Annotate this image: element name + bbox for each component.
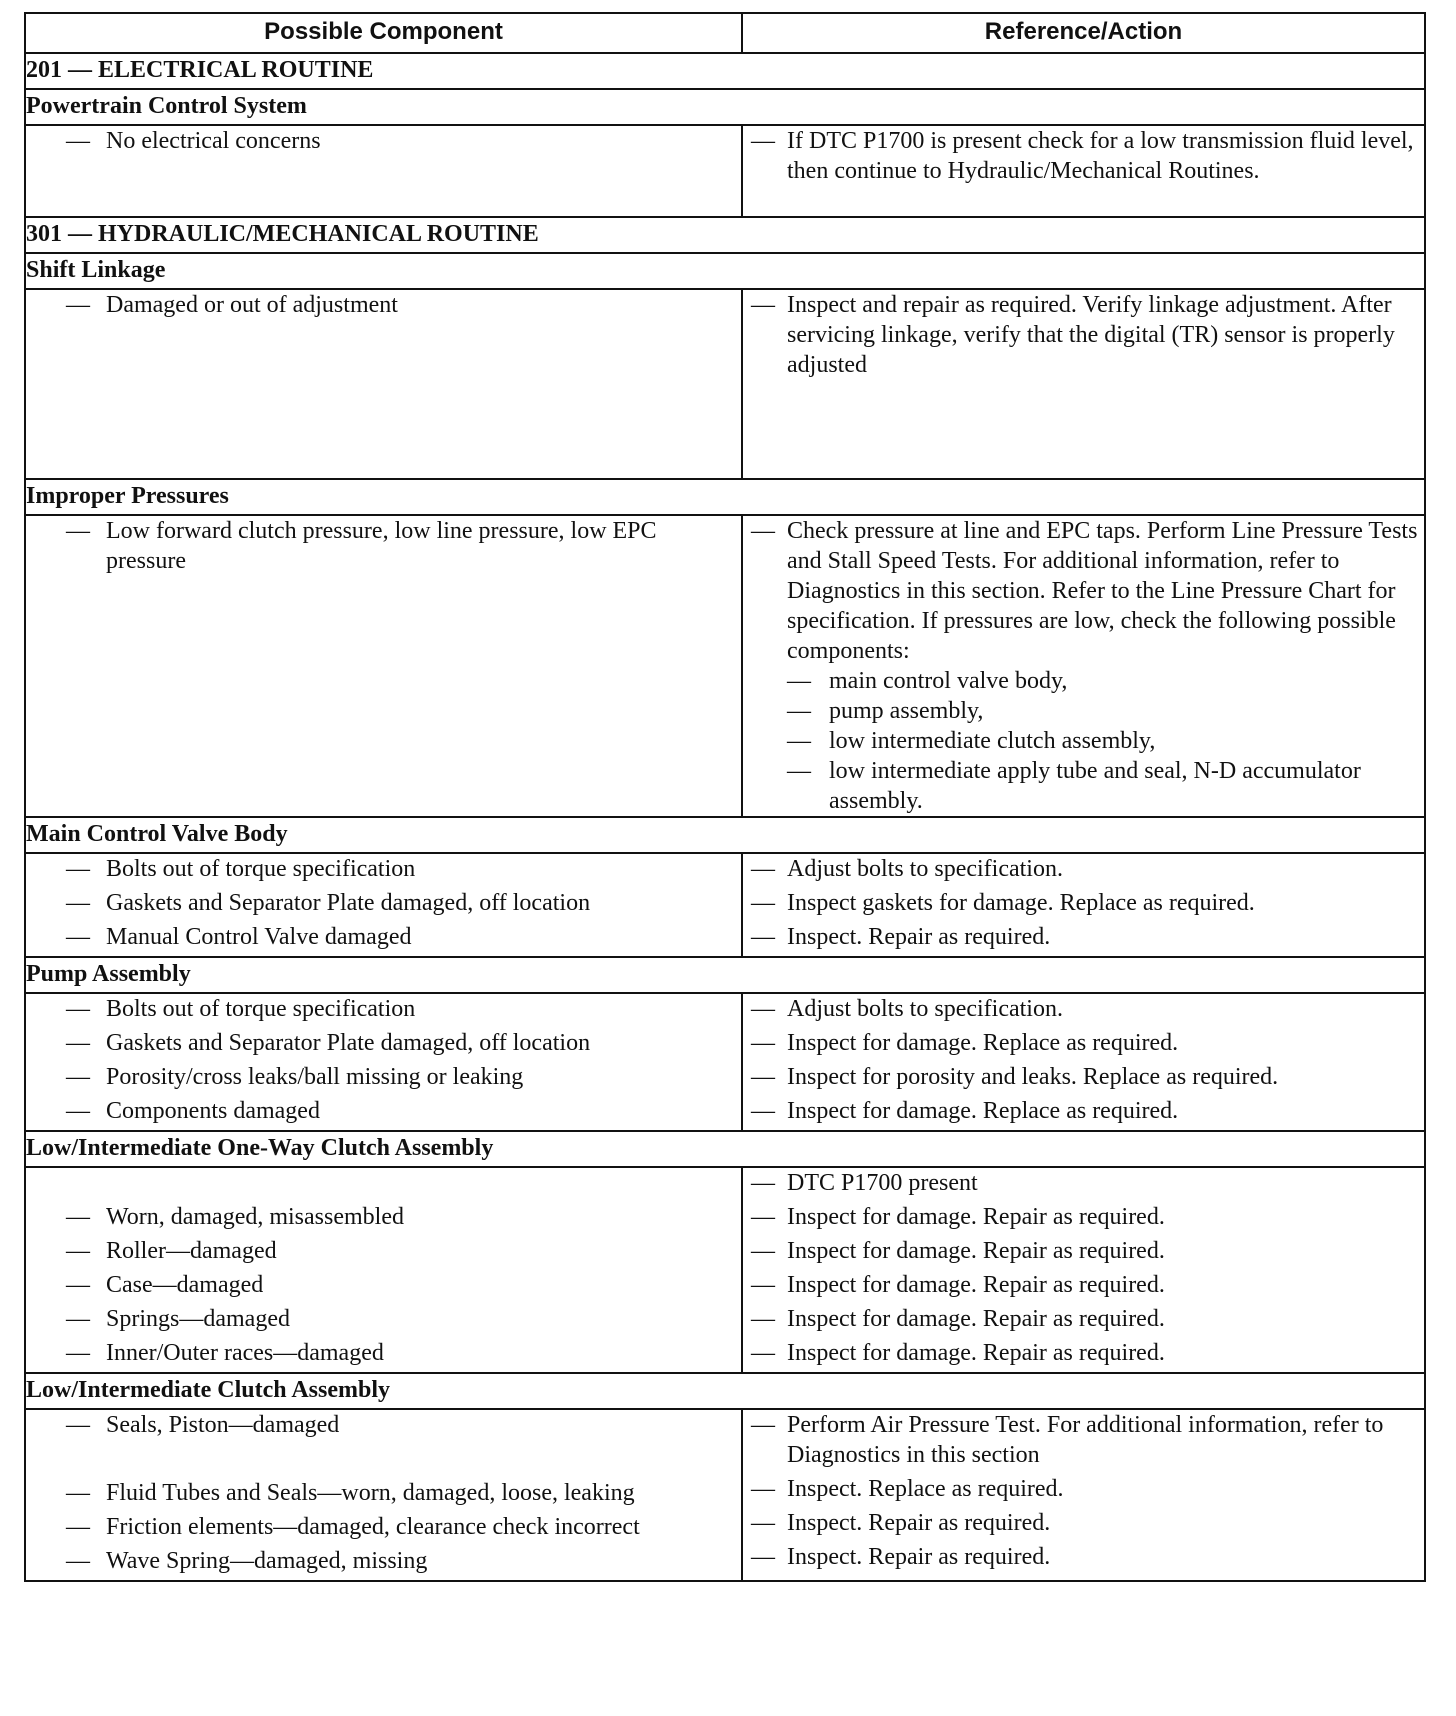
component-item: — Friction elements—damaged, clearance check incorrect xyxy=(66,1514,640,1540)
action-item: — If DTC P1700 is present check for a low transmission fluid level, then continue to Hydraulic/Mechanical Routines. xyxy=(751,128,1414,184)
component-item: — Porosity/cross leaks/ball missing or leaking xyxy=(66,1064,524,1090)
action-item: — Inspect for damage. Repair as required. xyxy=(751,1204,1165,1230)
component-cell xyxy=(25,1167,742,1373)
component-item: — Bolts out of torque specification xyxy=(66,996,416,1022)
action-cell xyxy=(742,993,1425,1131)
subsection-row xyxy=(25,817,1425,853)
action-item: — DTC P1700 present xyxy=(751,1170,978,1196)
subsection-row xyxy=(25,89,1425,125)
action-item: — Perform Air Pressure Test. For additional information, refer to Diagnostics in this section xyxy=(751,1412,1384,1468)
component-spacer xyxy=(26,1168,741,1198)
table-row xyxy=(25,289,1425,479)
action-cell xyxy=(742,289,1425,479)
component-item: — Bolts out of torque specification xyxy=(66,856,416,882)
action-item: — Inspect for damage. Repair as required. xyxy=(751,1238,1165,1264)
action-item: — Adjust bolts to specification. xyxy=(751,856,1063,882)
component-item: — Roller—damaged xyxy=(66,1238,277,1264)
action-cell xyxy=(742,853,1425,957)
action-cell xyxy=(742,1409,1425,1581)
table-row xyxy=(25,125,1425,217)
action-item: — Inspect for damage. Repair as required. xyxy=(751,1306,1165,1332)
table-row xyxy=(25,1167,1425,1373)
section-title-301: 301 — HYDRAULIC/MECHANICAL ROUTINE xyxy=(25,217,1425,253)
diagnostic-table-page xyxy=(24,12,1424,1582)
subsection-row xyxy=(25,253,1425,289)
component-cell xyxy=(25,515,742,817)
component-item: — Springs—damaged xyxy=(66,1306,290,1332)
table-row xyxy=(25,993,1425,1131)
subsection-title-improper-pressures: Improper Pressures xyxy=(25,479,1425,515)
subsection-title-main-control-valve-body: Main Control Valve Body xyxy=(25,817,1425,853)
list-item: — low intermediate apply tube and seal, N-D accumulator assembly. xyxy=(787,758,1361,814)
list-item: — pump assembly, xyxy=(787,698,984,724)
component-item: — Gaskets and Separator Plate damaged, off location xyxy=(66,890,591,916)
subsection-row xyxy=(25,1373,1425,1409)
component-cell xyxy=(25,853,742,957)
action-cell xyxy=(742,515,1425,817)
action-item: — Inspect. Replace as required. xyxy=(751,1476,1064,1502)
component-item: — Case—damaged xyxy=(66,1272,264,1298)
component-item: — Seals, Piston—damaged xyxy=(66,1412,340,1438)
column-header-possible-component: Possible Component xyxy=(25,13,742,53)
component-spacer xyxy=(26,1444,741,1474)
action-item: — Inspect. Repair as required. xyxy=(751,1510,1051,1536)
action-item: — Inspect for porosity and leaks. Replace as required. xyxy=(751,1064,1279,1090)
component-cell xyxy=(25,125,742,217)
list-item: — low intermediate clutch assembly, xyxy=(787,728,1156,754)
possible-components-list xyxy=(743,666,1424,816)
component-item: — Worn, damaged, misassembled xyxy=(66,1204,404,1230)
action-item: — Inspect for damage. Repair as required. xyxy=(751,1272,1165,1298)
table-row xyxy=(25,515,1425,817)
component-item: — Inner/Outer races—damaged xyxy=(66,1340,384,1366)
component-item: — Fluid Tubes and Seals—worn, damaged, loose, leaking xyxy=(66,1480,635,1506)
action-item: — Inspect for damage. Repair as required. xyxy=(751,1340,1165,1366)
table-header-row xyxy=(25,13,1425,53)
component-item: — Wave Spring—damaged, missing xyxy=(66,1548,428,1574)
action-item: — Inspect and repair as required. Verify linkage adjustment. After servicing linkage, verify that the digital (TR) sensor is properly adjusted xyxy=(751,292,1395,378)
component-cell xyxy=(25,289,742,479)
component-item: — Damaged or out of adjustment xyxy=(66,292,398,318)
subsection-title-pump-assembly: Pump Assembly xyxy=(25,957,1425,993)
component-cell xyxy=(25,993,742,1131)
subsection-title-powertrain: Powertrain Control System xyxy=(25,89,1425,125)
action-item: — Inspect for damage. Replace as required. xyxy=(751,1030,1179,1056)
subsection-row xyxy=(25,1131,1425,1167)
list-item: — main control valve body, xyxy=(787,668,1068,694)
subsection-title-one-way-clutch: Low/Intermediate One-Way Clutch Assembly xyxy=(25,1131,1425,1167)
table-row xyxy=(25,1409,1425,1581)
action-item: — Inspect. Repair as required. xyxy=(751,1544,1051,1570)
component-item: — Gaskets and Separator Plate damaged, off location xyxy=(66,1030,591,1056)
action-item: — Inspect. Repair as required. xyxy=(751,924,1051,950)
component-item: — Manual Control Valve damaged xyxy=(66,924,412,950)
diagnostic-table xyxy=(24,12,1426,1582)
action-cell xyxy=(742,125,1425,217)
component-cell xyxy=(25,1409,742,1581)
component-item: — Low forward clutch pressure, low line pressure, low EPC pressure xyxy=(66,518,657,574)
section-row xyxy=(25,53,1425,89)
subsection-title-low-intermediate-clutch: Low/Intermediate Clutch Assembly xyxy=(25,1373,1425,1409)
action-cell xyxy=(742,1167,1425,1373)
action-item: — Inspect gaskets for damage. Replace as required. xyxy=(751,890,1255,916)
table-row xyxy=(25,853,1425,957)
section-title-201: 201 — ELECTRICAL ROUTINE xyxy=(25,53,1425,89)
component-item: — No electrical concerns xyxy=(66,128,321,154)
subsection-title-shift-linkage: Shift Linkage xyxy=(25,253,1425,289)
subsection-row xyxy=(25,957,1425,993)
action-item: — Inspect for damage. Replace as required. xyxy=(751,1098,1179,1124)
action-item: — Adjust bolts to specification. xyxy=(751,996,1063,1022)
column-header-reference-action: Reference/Action xyxy=(742,13,1425,53)
section-row xyxy=(25,217,1425,253)
component-item: — Components damaged xyxy=(66,1098,320,1124)
subsection-row xyxy=(25,479,1425,515)
action-item: — Check pressure at line and EPC taps. Perform Line Pressure Tests and Stall Speed Tests. For additional information, refer to Diagnostics in this section. Refer to the Line Pressure Chart for specification. If pressures are low, check the following possible components: xyxy=(751,518,1418,664)
